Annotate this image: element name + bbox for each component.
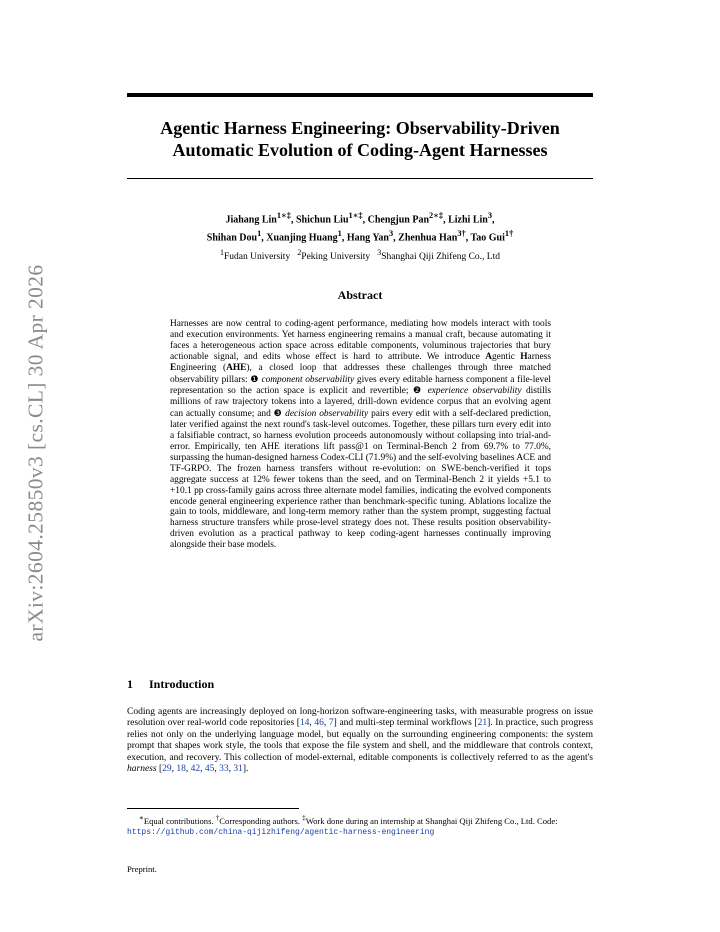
arxiv-stamp-text: arXiv:2604.25850v3 [cs.CL] 30 Apr 2026 (23, 264, 48, 642)
abstract-text: H (520, 351, 528, 362)
title-rule-top (127, 93, 593, 97)
author-sup: 1† (504, 229, 514, 239)
author-name: Zhenhua Han (398, 232, 458, 244)
author-sup: 1 (337, 229, 342, 239)
arxiv-stamp (22, 262, 50, 644)
bullet-2-icon: ❷ (412, 385, 424, 396)
author-name: Chengjun Pan (367, 214, 430, 226)
author-line-2: Shihan Dou$^1$, Xuanjing Huang$^1$, Hang Yan$^3$, Zhenhua Han$^{3\dagger}$, Tao Gui$^{1\dagger}$ (206, 229, 514, 244)
pillar-2: experience observability (427, 386, 522, 397)
section-heading (127, 677, 214, 692)
footnote-text: Work done during an internship at Shanghai Qiji Zhifeng Co., Ltd. Code: (305, 815, 558, 826)
author-name: Shihan Dou (206, 232, 258, 244)
paper-title: Agentic Harness Engineering: Observability-Driven Automatic Evolution of Coding-Agent Harnesses (160, 118, 560, 160)
affiliation: Shanghai Qiji Zhifeng Co., Ltd (381, 251, 500, 262)
intro-term: harness (127, 764, 157, 775)
code-url-link[interactable]: https://github.com/china-qijizhifeng/agentic-harness-engineering (127, 828, 435, 838)
affiliation: Peking University (301, 251, 371, 262)
author-name: Xuanjing Huang (266, 232, 338, 244)
section-number: 1 (127, 677, 133, 691)
footnote-mark: ∗ (139, 814, 144, 822)
abstract-text: distills millions of raw trajectory tokens into a layered, drill-down evidence corpus that an evolving agent can actually consume; and (170, 386, 552, 420)
author-name: Tao Gui (470, 232, 505, 244)
intro-text: Coding agents are increasingly deployed on long-horizon software-engineering tasks, with measurable progress on issue resolution over real-world code repositories [ (127, 707, 593, 729)
citation-link[interactable]: 46 (314, 718, 324, 729)
bullet-3-icon: ❸ (273, 408, 283, 419)
abstract-text: arness (527, 351, 551, 362)
footnote-text: Equal contributions. (143, 815, 216, 826)
author-name: Hang Yan (346, 232, 389, 244)
affil-sup: 2 (297, 247, 302, 257)
author-sup: 3† (457, 229, 466, 239)
author-sup: 1∗‡ (276, 211, 291, 220)
citation-link[interactable]: 42 (190, 764, 201, 775)
citation-link[interactable]: 21 (477, 718, 488, 729)
author-sup: 3 (389, 229, 394, 239)
section-title: Introduction (149, 677, 215, 691)
abstract-text: AHE (226, 362, 247, 373)
abstract-text: ngineering (176, 362, 217, 373)
author-name: Lizhi Lin (448, 214, 488, 226)
intro-text: ]. In practice, such progress relies not only on the underlying language model, but equally on the surrounding engineering components: the system prompt that shapes work style, the tools that expose the file system and shell, and the middleware that controls context, execution, and recovery. This collection of model-external, editable components is collectively referred to as the agent's (127, 718, 594, 763)
footnote-text: Corresponding authors. (219, 815, 303, 826)
citation-link[interactable]: 31 (233, 764, 243, 775)
preprint-label: Preprint. (127, 864, 157, 874)
affiliation: Fudan University (223, 251, 291, 262)
pillar-3: decision observability (285, 409, 369, 420)
abstract-text: pairs every edit with a self-declared prediction, later verified against the next round's task-level outcomes. Together, these pillars turn every edit into a falsifiable contract, so harness evolution proceeds autonomously without collapsing into trial-and-error. Empirically, ten AHE iterations lift pass@1 on Terminal-Bench 2 from 69.7% to 77.0%, surpassing the human-designed harness Codex-CLI (71.9%) and the self-evolving baselines ACE and TF-GRPO. The frozen harness transfers without re-evolution: on SWE-bench-verified it tops aggregate success at 12% fewer tokens than the seed, and on Terminal-Bench 2 it yields +5.1 to +10.1 pp cross-family gains across three alternate model families, indicating the evolved components encode general engineering experience rather than benchmark-specific tuning. Ablations localize the gain to tools, middleware, and long-term memory rather than the system prompt, suggesting factual harness structure transfers while prose-level strategy does not. These results position observability-driven evolution as a practical pathway to keep coding-agent harnesses continually improving alongside their base models. (170, 409, 551, 551)
intro-text: [ (156, 764, 163, 775)
bullet-1-icon: ❶ (250, 373, 259, 384)
citation-link[interactable]: 29 (162, 764, 172, 775)
pillar-1: component observability (261, 374, 355, 385)
abstract-text: gives every editable harness component a file-level representation so the action space is explicit and revertible; (170, 374, 551, 397)
abstract-text: ( (216, 362, 227, 373)
abstract-text: Harnesses are now central to coding-agent performance, mediating how models interact with tools and execution environments. Yet harness engineering remains a manual craft, because automating it faces a heterogeneous action space across editable components, voluminous trajectories that bury actionable signal, and edits whose effect is hard to attribute. We introduce (170, 319, 551, 362)
author-block (127, 209, 593, 264)
author-sup: 1 (257, 229, 262, 239)
abstract-text: gentic (491, 351, 521, 362)
abstract-text: A (485, 351, 492, 362)
author-sup: 2∗‡ (429, 211, 444, 220)
intro-text: ]. (242, 764, 249, 775)
abstract-body (170, 319, 551, 551)
author-name: Jiahang Lin (225, 214, 277, 226)
title-rule-bottom (127, 178, 593, 179)
abstract-heading: Abstract (337, 288, 383, 302)
intro-paragraph: Coding agents are increasingly deployed on long-horizon software-engineering tasks, with measurable progress on issue resolution over real-world code repositories [14, 46, 7] and multi-step terminal workflows [21]. In practice, such progress relies not only on the underlying language model, but equally on the surrounding engineering components: the system prompt that shapes work style, the tools that expose the file system and shell, and the middleware that controls context, execution, and recovery. This collection of model-external, editable components is collectively referred to as the agent's harness [29, 18, 42, 45, 33, 31]. (127, 707, 594, 775)
abstract-text: ), a closed loop that addresses these challenges through three matched observability pillars: (170, 362, 551, 385)
citation-link[interactable]: 33 (219, 764, 229, 775)
citation-link[interactable]: 7 (328, 718, 334, 729)
footnote-rule (127, 808, 299, 809)
footnote-mark: ‡ (302, 814, 306, 822)
footnote (127, 813, 593, 839)
abstract-text: E (170, 362, 177, 373)
author-name: Shichun Liu (295, 214, 349, 226)
author-line-1: Jiahang Lin$^{1∗\ddagger}$, Shichun Liu$^{1∗\ddagger}$, Chengjun Pan$^{2∗\ddagger}$, Lizhi Lin$^3$, (225, 211, 495, 226)
author-sup: 1∗‡ (348, 211, 363, 220)
citation-link[interactable]: 18 (176, 764, 186, 775)
intro-text: ] and multi-step terminal workflows [ (333, 718, 478, 729)
citation-link[interactable]: 45 (204, 764, 215, 775)
footnote-mark: † (215, 814, 220, 822)
affil-sup: 3 (377, 247, 382, 257)
citation-link[interactable]: 14 (299, 718, 310, 729)
affiliations (127, 246, 593, 264)
author-sup: 3 (487, 211, 493, 220)
affil-sup: 1 (220, 247, 224, 257)
